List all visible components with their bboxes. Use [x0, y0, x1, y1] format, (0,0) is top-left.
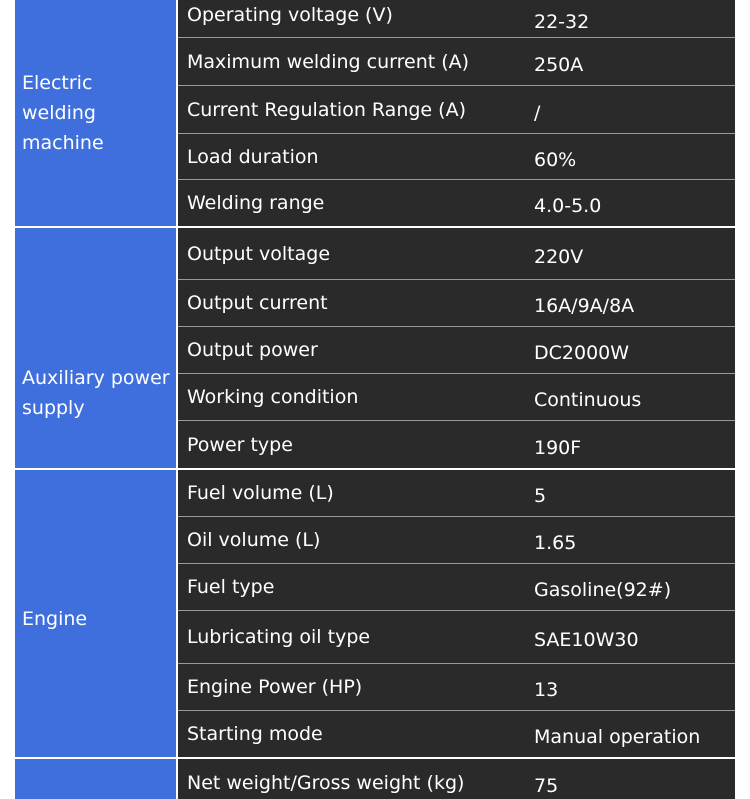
param-value: 75 — [534, 775, 559, 797]
param-value: 22-32 — [534, 10, 590, 33]
group-rows — [178, 228, 735, 468]
table-row — [178, 38, 735, 86]
table-row — [178, 711, 735, 757]
param-name: Oil volume (L) — [187, 529, 321, 551]
param-value: 5 — [534, 485, 547, 507]
param-name: Fuel volume (L) — [187, 482, 334, 504]
table-row — [178, 180, 735, 226]
param-value: SAE10W30 — [534, 629, 639, 651]
param-name: Lubricating oil type — [187, 626, 371, 648]
param-name: Output current — [187, 292, 328, 314]
table-row — [178, 327, 735, 374]
table-row — [178, 470, 735, 517]
param-value: 4.0-5.0 — [534, 195, 602, 217]
param-value: DC2000W — [534, 342, 630, 364]
param-value: 13 — [534, 679, 559, 701]
param-value: 190F — [534, 436, 582, 459]
param-value: Gasoline(92#) — [534, 579, 672, 601]
param-name: Net weight/Gross weight (kg) — [187, 772, 465, 794]
group-electric-welding — [15, 0, 735, 226]
param-name: Output voltage — [187, 242, 331, 265]
group-weight — [15, 759, 735, 799]
param-value: Continuous — [534, 389, 642, 411]
param-name: Current Regulation Range (A) — [187, 98, 466, 121]
param-name: Working condition — [187, 386, 359, 408]
category-label: Engine — [15, 470, 176, 757]
table-row — [178, 517, 735, 564]
param-name: Power type — [187, 433, 293, 456]
param-value: 1.65 — [534, 532, 577, 554]
param-name: Output power — [187, 339, 318, 361]
param-name: Engine Power (HP) — [187, 676, 363, 698]
group-auxiliary-power — [15, 228, 735, 468]
param-name: Load duration — [187, 145, 319, 168]
param-name: Maximum welding current (A) — [187, 50, 470, 73]
table-row — [178, 228, 735, 280]
table-row — [178, 280, 735, 327]
category-label: Electric welding machine — [15, 0, 176, 226]
table-row — [178, 134, 735, 180]
group-rows — [178, 0, 735, 226]
group-rows — [178, 759, 735, 799]
param-name: Fuel type — [187, 576, 275, 598]
param-name: Operating voltage (V) — [187, 3, 393, 26]
category-label: Auxiliary power supply — [15, 228, 176, 468]
param-value: 220V — [534, 245, 584, 268]
group-engine — [15, 470, 735, 757]
table-row — [178, 421, 735, 468]
spec-table — [15, 0, 735, 799]
table-row — [178, 0, 735, 38]
table-row — [178, 86, 735, 134]
table-row — [178, 564, 735, 611]
param-value: 16A/9A/8A — [534, 295, 635, 317]
param-value: / — [534, 101, 541, 124]
table-row — [178, 664, 735, 711]
param-value: 60% — [534, 148, 577, 171]
table-row — [178, 611, 735, 664]
param-value: Manual operation — [534, 726, 701, 748]
table-row — [178, 759, 735, 799]
category-label — [15, 759, 176, 799]
table-row — [178, 374, 735, 421]
param-value: 250A — [534, 53, 584, 76]
param-name: Welding range — [187, 192, 325, 214]
group-rows — [178, 470, 735, 757]
param-name: Starting mode — [187, 723, 323, 745]
